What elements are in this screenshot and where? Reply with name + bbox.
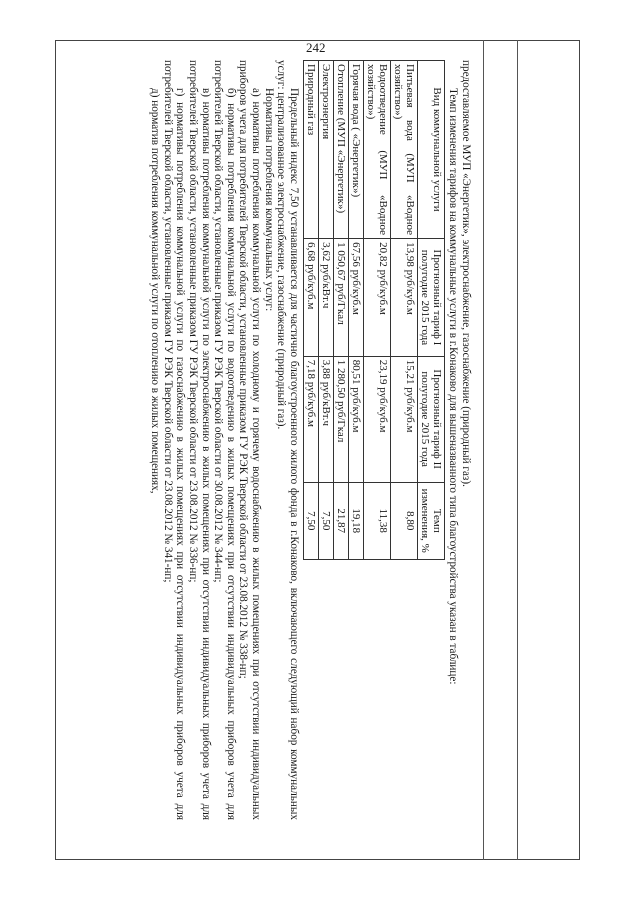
cell-h2: 80,51 руб/куб.м [348,356,363,482]
table-row [348,61,363,560]
table-row [333,61,348,560]
cell-rate: 8,80 [390,482,417,559]
header-service: Вид коммунальной услуги [417,61,444,239]
cell-h2: 23,19 руб/куб.м [363,356,390,482]
header-h1: Прогнозный тариф I полугодие 2015 года [417,239,444,357]
intro-line-1: предоставляемое МУП «Энергетик», электроснабжение, газоснабжение (природный газ). [460,60,472,487]
intro-line-2: Темп изменения тарифов на коммунальные услуги в г.Конаково для вышеназванного типа благоустройства указан в таблице: [447,88,460,685]
cell-h2: 1 280,50 руб/Гкал [333,356,348,482]
cell-h1: 1 050,67 руб/Гкал [333,239,348,357]
paragraph-norm-a: а) нормативы потребления коммунальной услуги по холодному и горячему водоснабжению в жилых помещениях при отсутствии индивидуальных приборов учета для потребителей Тверской области, установленные приказом ГУ РЭК Тверской области от 23.08.2012 № 338-нп; [237,60,263,820]
cell-h2: 7,18 руб/куб.м [303,356,318,482]
cell-h2: 15,21 руб/куб.м [390,356,417,482]
cell-service: Горячая вода ( «Энергетик») [348,61,363,239]
cell-service: Водоотведение (МУП «Водное хозяйство») [363,61,390,239]
table-header-row [417,61,444,560]
cell-h1: 20,82 руб/куб.м [363,239,390,357]
cell-rate: 19,18 [348,482,363,559]
rotated-page [55,40,580,860]
cell-h1: 13,98 руб/куб.м [390,239,417,357]
cell-rate: 7,50 [303,482,318,559]
cell-rate: 21,87 [333,482,348,559]
cell-service: Питьевая вода (МУП «Водное хозяйство») [390,61,417,239]
cell-service: Электроэнергия [318,61,333,239]
header-rate: Темп изменения, % [417,482,444,559]
tariff-table [303,60,445,560]
cell-service: Природный газ [303,61,318,239]
table-row [303,61,318,560]
paragraph-norms-heading: Нормативы потребления коммунальных услуг: [262,88,275,312]
cell-rate: 7,50 [318,482,333,559]
document-body [149,60,472,820]
paragraph-norm-d: д) норматив потребления коммунальной услуги по отоплению в жилых помещениях, [149,88,162,494]
frame-divider-1 [517,40,518,860]
cell-h1: 67,56 руб/куб.м [348,239,363,357]
page-number: 242 [306,40,326,55]
paragraph-norm-v: в) нормативы потребления коммунальной услуги по электроснабжению в жилых помещениях при отсутствии индивидуальных приборов учета для потребителей Тверской области, установленные приказом ГУ РЭК Тверской области от 23.08.2012 № 336-нп; [187,60,212,820]
cell-service: Отопление (МУП «Энергетик») [333,61,348,239]
cell-h2: 3,88 руб/кВт.ч [318,356,333,482]
table-row [363,61,390,560]
cell-h1: 6,68 руб/куб.м [303,239,318,357]
table-row [390,61,417,560]
paragraph-limit-index: Предельный индекс 7,50 устанавливается для частично благоустроенного жилого фонда в г.Конаково, включающего следующий набор коммунальных услуг: централизованное электроснабжение, газоснабжение (природный газ). [275,60,300,820]
paragraph-norm-g: г) нормативы потребления коммунальной услуги по газоснабжению в жилых помещениях при отсутствии индивидуальных приборов учета для потребителей Тверской области, установленные приказом ГУ РЭК Тверской области от 23.08.2012 № 341-нп; [161,60,187,820]
cell-h1: 3,62 руб/кВт.ч [318,239,333,357]
cell-rate: 11,38 [363,482,390,559]
table-row [318,61,333,560]
frame-divider-2 [483,40,484,860]
header-h2: Прогнозный тариф II полугодие 2015 года [417,356,444,482]
paragraph-norm-b: б) нормативы потребления коммунальной услуги по водоотведению в жилых помещениях при отсутствии индивидуальных приборов учета для потребителей Тверской области, установленные приказом ГУ РЭК Тверской области от 30.08.2012 № 344-нп; [212,60,237,820]
